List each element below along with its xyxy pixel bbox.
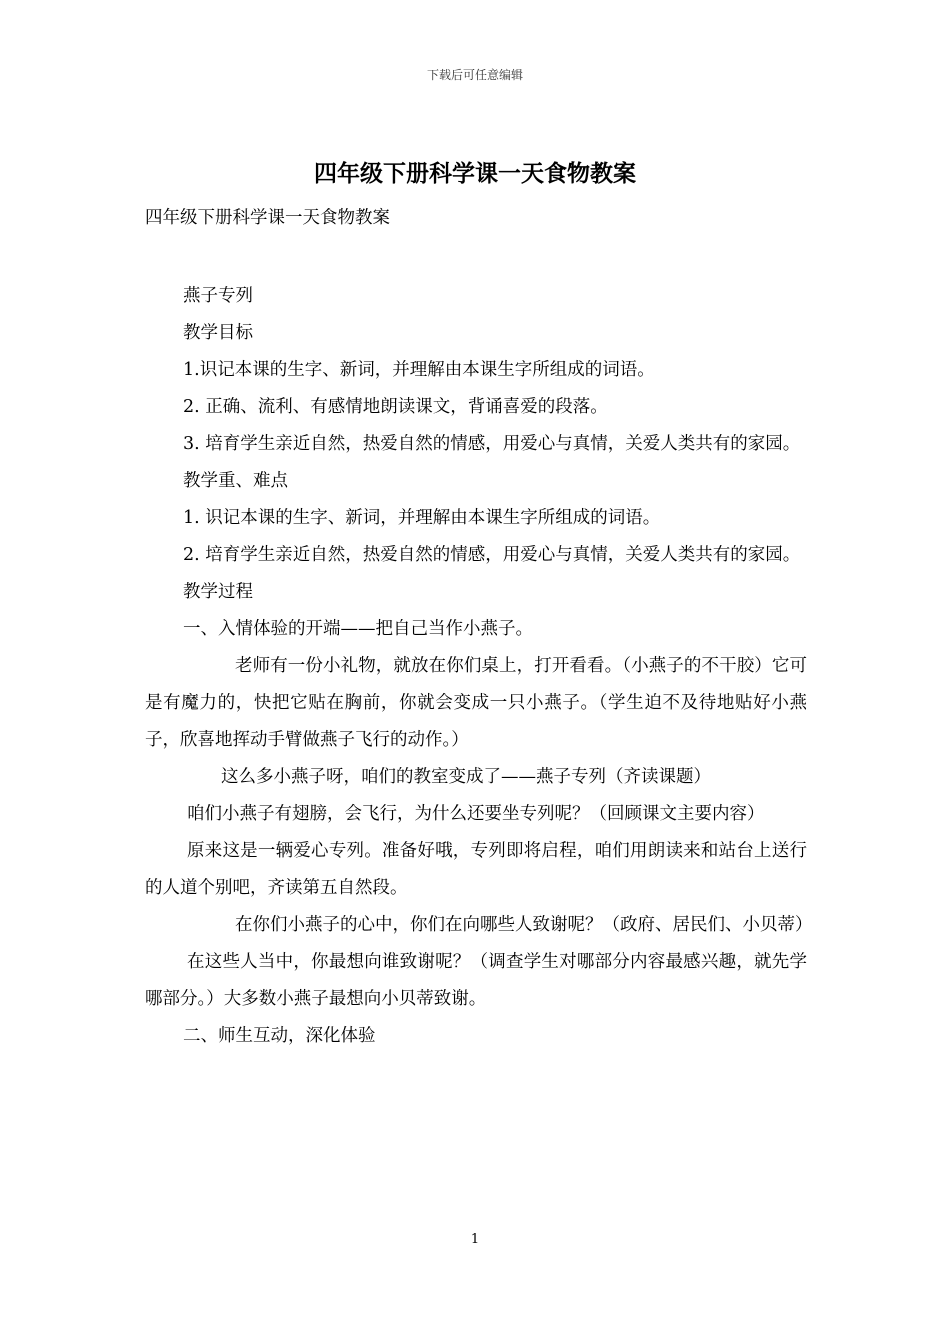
- subtitle: 四年级下册科学课一天食物教案: [145, 208, 390, 228]
- paragraph: 教学过程: [183, 582, 253, 602]
- paragraph: 在你们小燕子的心中，你们在向哪些人致谢呢？（政府、居民们、小贝蒂）: [235, 915, 813, 935]
- paragraph: 燕子专列: [183, 286, 253, 306]
- paragraph: 一、入情体验的开端——把自己当作小燕子。: [183, 619, 533, 639]
- document-title: 四年级下册科学课一天食物教案: [314, 160, 636, 187]
- paragraph: 教学目标: [183, 323, 253, 343]
- paragraph: 这么多小燕子呀，咱们的教室变成了——燕子专列（齐读课题）: [221, 767, 711, 787]
- paragraph: 二、师生互动，深化体验: [183, 1026, 376, 1046]
- paragraph: 在这些人当中，你最想向谁致谢呢？（调查学生对哪部分内容最感兴趣，就先学哪部分。）大多数小燕子最想向小贝蒂致谢。: [145, 952, 807, 1009]
- page-header: 下载后可任意编辑: [426, 68, 523, 82]
- page-number: 1: [470, 1232, 480, 1247]
- blank-line: [145, 237, 807, 274]
- paragraph: 咱们小燕子有翅膀，会飞行，为什么还要坐专列呢？（回顾课文主要内容）: [187, 804, 765, 824]
- paragraph: 原来这是一辆爱心专列。准备好哦，专列即将启程，咱们用朗读来和站台上送行的人道个别吧，齐读第五自然段。: [145, 841, 807, 898]
- paragraph: 1. 识记本课的生字、新词，并理解由本课生字所组成的词语。: [183, 508, 661, 528]
- paragraph: 3. 培育学生亲近自然，热爱自然的情感，用爱心与真情，关爱人类共有的家园。: [183, 434, 801, 454]
- paragraph: 老师有一份小礼物，就放在你们桌上，打开看看。（小燕子的不干胶）它可是有魔力的，快把它贴在胸前，你就会变成一只小燕子。（学生迫不及待地贴好小燕子，欣喜地挥动手臂做燕子飞行的动作。）: [145, 656, 807, 750]
- paragraph: 2. 培育学生亲近自然，热爱自然的情感，用爱心与真情，关爱人类共有的家园。: [183, 545, 801, 565]
- paragraph: 2. 正确、流利、有感情地朗读课文，背诵喜爱的段落。: [183, 397, 608, 417]
- document-body: [145, 200, 813, 1055]
- paragraph: 1.识记本课的生字、新词，并理解由本课生字所组成的词语。: [183, 360, 655, 380]
- paragraph: 教学重、难点: [183, 471, 288, 491]
